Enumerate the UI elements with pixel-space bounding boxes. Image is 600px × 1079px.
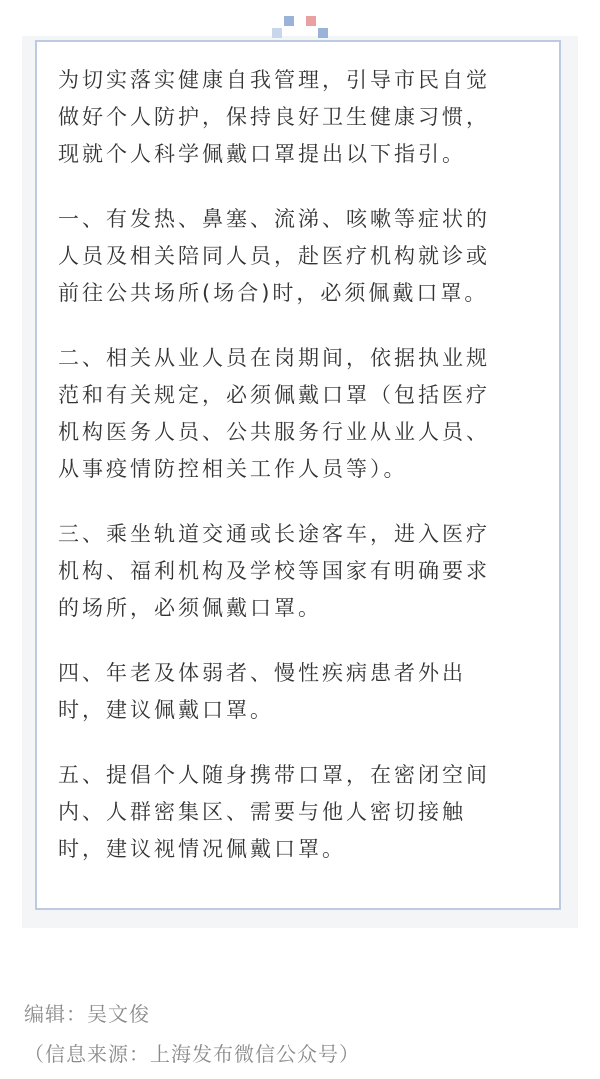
- deco-square: [284, 16, 294, 26]
- text-line: 时，建议佩戴口罩。: [58, 698, 274, 722]
- deco-square: [318, 28, 328, 38]
- text-line: 一、有发热、鼻塞、流涕、咳嗽等症状的: [58, 207, 490, 231]
- text-line: 前往公共场所(场合)时，必须佩戴口罩。: [58, 281, 489, 305]
- text-line: 范和有关规定，必须佩戴口罩（包括医疗: [58, 383, 490, 407]
- text-line: 内、人群密集区、需要与他人密切接触: [58, 800, 466, 824]
- guideline-item-2: [58, 340, 544, 488]
- guideline-content: [58, 62, 544, 896]
- editor-credit: 编辑：吴文俊: [24, 1002, 150, 1026]
- text-line: 五、提倡个人随身携带口罩，在密闭空间: [58, 763, 490, 787]
- deco-square: [306, 16, 316, 26]
- text-line: 的场所，必须佩戴口罩。: [58, 596, 322, 620]
- source-credit: （信息来源：上海发布微信公众号）: [24, 1042, 360, 1066]
- text-line: 三、乘坐轨道交通或长途客车，进入医疗: [58, 522, 490, 546]
- text-line: 做好个人防护，保持良好卫生健康习惯，: [58, 105, 490, 129]
- guideline-item-5: [58, 757, 544, 868]
- text-line: 四、年老及体弱者、慢性疾病患者外出: [58, 661, 466, 685]
- guideline-item-1: [58, 201, 544, 312]
- text-line: 机构医务人员、公共服务行业从业人员、: [58, 420, 490, 444]
- article-footer: [24, 994, 584, 1074]
- intro-paragraph: [58, 62, 544, 173]
- text-line: 从事疫情防控相关工作人员等）。: [58, 457, 408, 481]
- deco-square: [272, 28, 282, 38]
- text-line: 二、相关从业人员在岗期间，依据执业规: [58, 346, 490, 370]
- text-line: 人员及相关陪同人员，赴医疗机构就诊或: [58, 244, 490, 268]
- text-line: 时，建议视情况佩戴口罩。: [58, 837, 346, 861]
- guideline-item-4: [58, 655, 544, 729]
- text-line: 机构、福利机构及学校等国家有明确要求: [58, 559, 490, 583]
- guideline-item-3: [58, 516, 544, 627]
- text-line: 现就个人科学佩戴口罩提出以下指引。: [58, 142, 466, 166]
- text-line: 为切实落实健康自我管理，引导市民自觉: [58, 68, 490, 92]
